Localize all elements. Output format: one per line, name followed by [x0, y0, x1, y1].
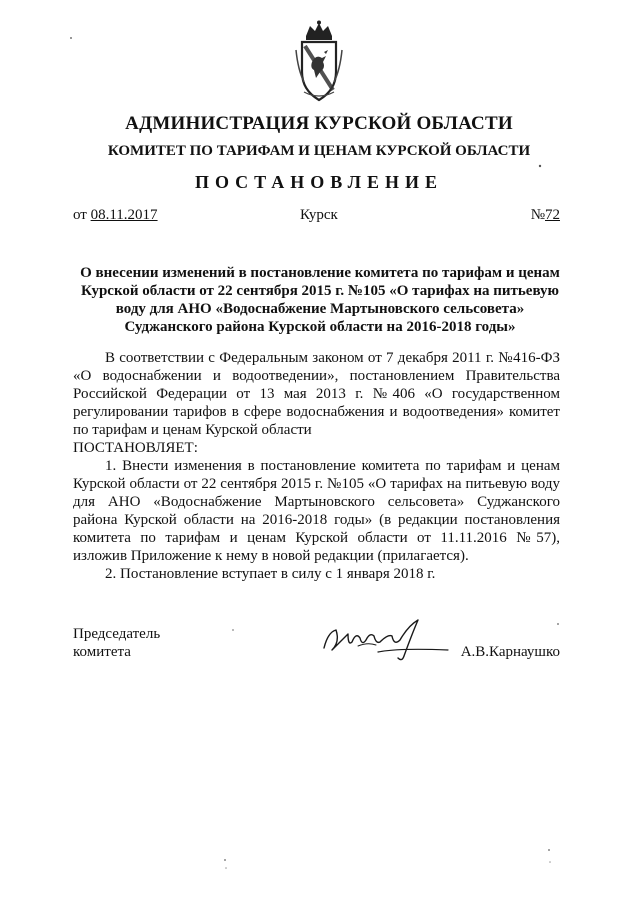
date-value: 08.11.2017	[90, 207, 158, 223]
preamble-paragraph: В соответствии с Федеральным законом от 7 декабря 2011 г. №416-ФЗ «О водоснабжении и водоотведении», постановлением Правительства Российской Федерации от 13 мая 2013 г. №406 «О государственном регулировании тарифов в сфере водоснабжения и водоотведения» комитет по тарифам и ценам Курской области	[73, 350, 560, 438]
kursk-coat-of-arms-icon	[292, 20, 346, 104]
document-type-heading: ПОСТАНОВЛЕНИЕ	[194, 172, 444, 192]
document-subject	[80, 264, 560, 336]
handwritten-signature	[318, 612, 458, 664]
document-meta-row	[73, 207, 560, 227]
number-value: 72	[545, 207, 560, 223]
signature-block	[73, 625, 560, 665]
committee-title: КОМИТЕТ ПО ТАРИФАМ И ЦЕНАМ КУРСКОЙ ОБЛАСТИ	[107, 143, 531, 159]
decree-word: ПОСТАНОВЛЯЕТ:	[73, 440, 198, 456]
subject-line: воду для АНО «Водоснабжение Мартыновского сельсовета»	[115, 301, 525, 317]
subject-line: Суджанского района Курской области на 2016-2018 годы»	[124, 319, 516, 335]
item-1-paragraph: 1. Внести изменения в постановление комитета по тарифам и ценам Курской области от 22 сентября 2015 г. №105 «О тарифах на питьевую воду для АНО «Водоснабжение Мартыновского сельсовета» Суджанского района Курской области на 2016-2018 годы» (в редакции постановления комитета по тарифам и ценам Курской области от 11.11.2016 №57), изложив Приложение к нему в новой редакции (прилагается).	[73, 458, 560, 564]
organization-title: АДМИНИСТРАЦИЯ КУРСКОЙ ОБЛАСТИ	[125, 113, 513, 134]
number-prefix: №	[530, 207, 545, 223]
signatory-name: А.В.Карнаушко	[460, 644, 560, 660]
subject-line: Курской области от 22 сентября 2015 г. №105 «О тарифах на питьевую	[80, 283, 560, 299]
signatory-title	[73, 625, 160, 661]
signatory-title-line: комитета	[73, 644, 131, 660]
document-date	[73, 207, 158, 224]
signatory-title-line: Председатель	[73, 626, 161, 642]
document-body	[73, 349, 560, 583]
document-city: Курск	[300, 207, 338, 223]
subject-line: О внесении изменений в постановление комитета по тарифам и ценам	[80, 265, 560, 281]
date-prefix: от	[73, 207, 91, 223]
item-2-paragraph: 2. Постановление вступает в силу с 1 января 2018 г.	[105, 566, 436, 582]
document-number	[531, 207, 560, 224]
